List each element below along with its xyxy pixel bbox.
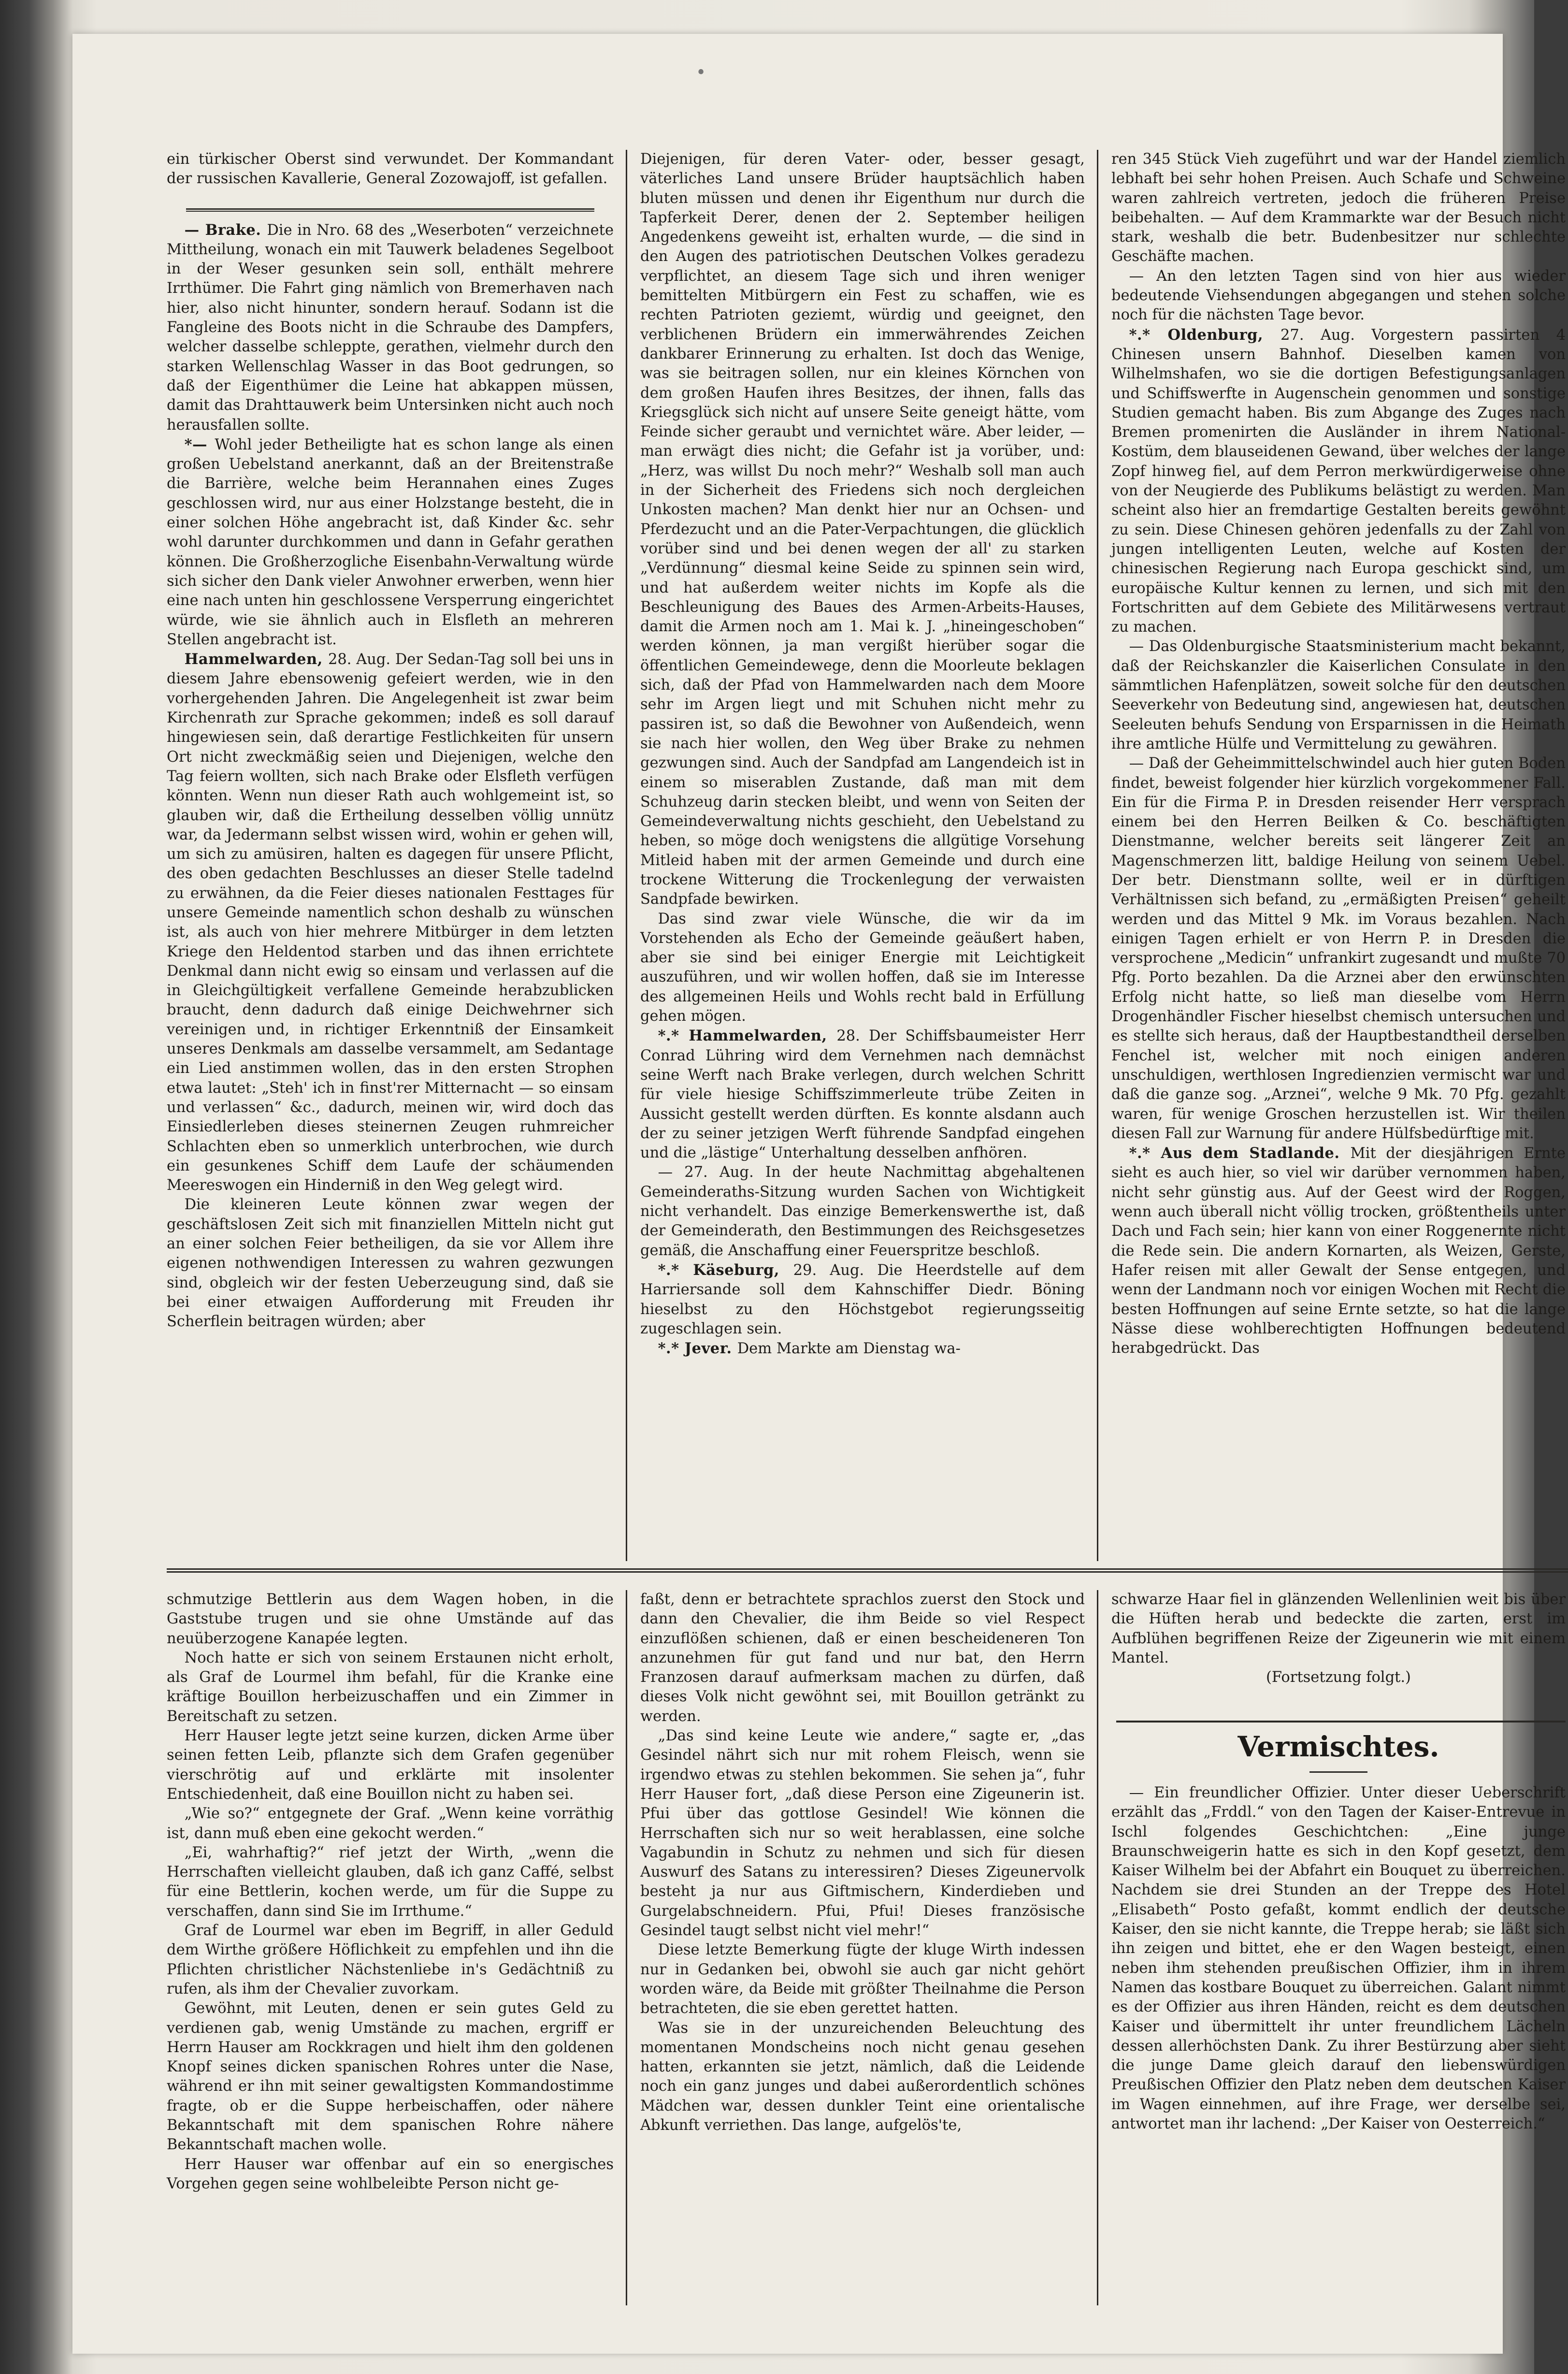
article-paragraph [1111,1783,1566,2134]
article-paragraph [167,2155,614,2194]
column-rule [626,150,627,1561]
article-dateline: *.* Käseburg, [658,1261,793,1279]
column-rule [1097,1590,1098,2305]
article-paragraph [1111,1590,1566,1668]
article-paragraph [1111,150,1566,267]
article-text: ren 345 Stück Vieh zugeführt und war der Handel ziemlich lebhaft bei sehr hohen Preisen. Auch Schafe und Schweine waren zahlreich vertreten, jedoch die früheren Preise beibehalten. — Auf dem Krammarkte war der Besuch nicht stark, weshalb die betr. Budenbesitzer nur schlechte Geschäfte machen. [1111,151,1566,265]
article-paragraph [167,150,614,189]
article-paragraph [167,220,614,435]
article-paragraph [167,1195,614,1332]
article-paragraph [640,1260,1085,1339]
article-text: ein türkischer Oberst sind verwundet. Der Kommandant der russischen Kavallerie, General Zozowajoff, ist gefallen. [167,151,614,188]
article-paragraph [167,1804,614,1843]
article-text: Das sind zwar viele Wünsche, die wir da im Vorstehenden als Echo der Gemeinde geäußert haben, aber sie sind bei einiger Energie mit Leichtigkeit auszuführen, und wir wollen hoffen, daß sie im Interesse des allgemeinen Heils und Wohls recht bald in Erfüllung gehen mögen. [640,910,1085,1025]
top-column-3 [1111,150,1566,1561]
article-paragraph [167,1843,614,1921]
article-separator [186,208,594,212]
article-paragraph [1111,1144,1566,1358]
article-paragraph [640,910,1085,1027]
article-text: — Ein freundlicher Offizier. Unter dieser Ueberschrift erzählt das „Frddl.“ von den Tagen der Kaiser-Entrevue in Ischl folgendes Geschichtchen: „Eine junge Braunschweigerin hatte es sich in den Kopf gesetzt, dem Kaiser Wilhelm bei der Abfahrt ein Bouquet zu überreichen. Nachdem sie drei Stunden an der Treppe des Hotel „Elisabeth“ Posto gefaßt, kommt endlich der deutsche Kaiser, den sie nicht kannte, die Treppe herab; sie läßt sich ihn zeigen und bittet, ehe er den Wagen besteigt, einen neben ihm stehenden preußischen Offizier, ihm in ihrem Namen das kostbare Bouquet zu überreichen. Galant nimmt es der Offizier aus ihren Händen, reicht es dem deutschen Kaiser und übermittelt ihr unter freundlichem Lächeln dessen allerhöchsten Dank. Zu ihrer Bestürzung aber sieht die junge Dame gleich darauf den liebenswürdigen Preußischen Offizier den Platz neben dem deutschen Kaiser im Wagen einnehmen, auf ihre Frage, wer derselbe sei, antwortet man ihr lachend: „Der Kaiser von Oesterreich.“ [1111,1784,1566,2133]
article-dateline: *.* Hammelwarden, [658,1027,837,1045]
article-paragraph [640,1726,1085,1940]
article-text: Dem Markte am Dienstag wa- [737,1340,961,1358]
article-paragraph [167,1921,614,1999]
article-text: Mit der diesjährigen Ernte sieht es auch hier, so viel wir darüber vernommen haben, nicht sehr günstig aus. Auf der Geest wird der Roggen, wenn auch überall nicht völlig trocken, größtentheils unter Dach und Fach sein; hier kann von einer Roggenernte nicht die Rede sein. Die andern Kornarten, als Weizen, Gerste, Hafer reisen mit aller Gewalt der Sense entgegen, und wenn der Landmann noch vor einigen Wochen mit Recht die besten Hoffnungen auf seine Ernte setzte, so hat die lange Nässe diese wohlberechtigten Hoffnungen bedeutend herabgedrückt. Das [1111,1145,1566,1357]
bottom-column-3-miscellany [1111,1783,1566,2325]
section-heading: Vermischtes. [1237,1730,1439,1763]
article-text: Die in Nro. 68 des „Weserboten“ verzeichnete Mittheilung, wonach ein mit Tauwerk beladenes Segelboot in der Weser gesunken sein soll, enthält mehrere Irrthümer. Die Fahrt ging nämlich von Bremerhaven nach hier, also nicht hinunter, sondern herauf. Sodann ist die Fangleine des Boots nicht in die Schraube des Dampfers, welcher dasselbe schleppte, gerathen, vielmehr durch den starken Wellenschlag Wasser in das Boot gedrungen, so daß der Eigenthümer die Leine hat abkappen müssen, damit das Drahttauwerk beim Untersinken nicht auch noch herausfallen sollte. [167,221,614,434]
article-paragraph [1111,754,1566,1144]
article-text: Noch hatte er sich von seinem Erstaunen nicht erholt, als Graf de Lourmel ihm befahl, für die Kranke eine kräftige Bouillon herbeizuschaffen und ein Zimmer in Bereitschaft zu setzen. [167,1649,614,1725]
top-column-2 [640,150,1085,1561]
article-paragraph [167,1649,614,1726]
article-text: „Wie so?“ entgegnete der Graf. „Wenn keine vorräthig ist, dann muß eben eine gekocht werden.“ [167,1805,614,1842]
column-rule [1097,150,1098,1561]
article-text: 27. Aug. Vorgestern passirten 4 Chinesen unsern Bahnhof. Dieselben kamen von Wilhelmshafen, wo sie die dortigen Befestigungsanlagen und Schiffswerfte in Augenschein genommen und sonstige Studien gemacht haben. Bis zum Abgange des Zuges nach Bremen promenirten die Ausländer in ihrem National-Kostüm, dem blauseidenen Gewand, über welches der lange Zopf hinweg fiel, auf dem Perron merkwürdigerweise ohne von der Neugierde des Publikums belästigt zu werden. Man scheint also hier an fremdartige Gestalten bereits gewöhnt zu sein. Diese Chinesen gehören jedenfalls zu der Zahl von jungen intelligenten Leuten, welche auf Kosten der chinesischen Regierung nach Europa geschickt sind, um europäische Kultur kennen zu lernen, und sich mit den Fortschritten auf dem Gebiete des Militärwesens vertraut zu machen. [1111,326,1566,636]
column-rule [626,1590,627,2305]
article-paragraph [640,1590,1085,1726]
article-text: schwarze Haar fiel in glänzenden Wellenlinien weit bis über die Hüften herab und bedeckte die zarten, erst im Aufblühen begriffenen Reize der Zigeunerin wie mit einem Mantel. [1111,1591,1566,1666]
article-text: schmutzige Bettlerin aus dem Wagen hoben, in die Gaststube trugen und sie ohne Umstände auf das neuüberzogene Kanapée legten. [167,1591,614,1647]
article-text: (Fortsetzung folgt.) [1266,1669,1411,1686]
article-dateline: *.* Aus dem Stadlande. [1129,1144,1351,1162]
article-text: — Daß der Geheimmittelschwindel auch hier guten Boden findet, beweist folgender hier kürzlich vorgekommener Fall. Ein für die Firma P. in Dresden reisender Herr versprach einem bei den Herren Beilken & Co. beschäftigten Dienstmanne, welcher bereits seit längerer Zeit an Magenschmerzen litt, baldige Heilung von seinem Uebel. Der betr. Dienstmann sollte, weil er in dürftigen Verhältnissen sich befand, zu „ermäßigten Preisen“ geheilt werden und das Mittel 9 Mk. im Voraus bezahlen. Nach einigen Tagen erhielt er von Herrn P. in Dresden die versprochene „Medicin“ unfrankirt zugesandt und mußte 70 Pfg. Porto bezahlen. Da die Arznei aber den erwünschten Erfolg nicht hatte, so ließ man dieselbe vom Herrn Drogenhändler Fischer hieselbst chemisch untersuchen und es stellte sich heraus, daß der Hauptbestandtheil derselben Fenchel ist, welcher mit noch einigen anderen unschuldigen, werthlosen Ingredienzien vermischt war und daß die ganze sog. „Arznei“, welche 9 Mk. 70 Pfg. gezahlt waren, für wenige Groschen herzustellen ist. Wir theilen diesen Fall zur Warnung für andere Hülfsbedürftige mit. [1111,755,1566,1142]
article-paragraph [640,150,1085,910]
article-text: faßt, denn er betrachtete sprachlos zuerst den Stock und dann den Chevalier, die ihm Beide so viel Respect einzuflößen schienen, daß er einen bescheideneren Ton anzunehmen für gut fand und nur bat, den Herrn Franzosen darauf aufmerksam machen zu dürfen, daß dieses Volk nicht gewöhnt sei, mit Bouillon getränkt zu werden. [640,1591,1085,1725]
article-paragraph [1111,325,1566,637]
article-text: Gewöhnt, mit Leuten, denen er sein gutes Geld zu verdienen gab, wenig Umstände zu machen, ergriff er Herrn Hauser am Rockkragen und hielt ihm den goldenen Knopf seines dicken spanischen Rohres unter die Nase, während er ihn mit seiner gewaltigsten Kommandostimme fragte, ob er die Suppe herbeischaffen, oder nähere Bekanntschaft mit dem spanischen Rohre nähere Bekanntschaft machen wolle. [167,2000,614,2154]
bottom-column-3 [1111,1590,1566,1716]
article-paragraph [640,1163,1085,1260]
article-paragraph [640,1940,1085,2018]
article-text: Was sie in der unzureichenden Beleuchtung des momentanen Mondscheins noch nicht genau gesehen hatten, erkannten sie jetzt, nämlich, daß die Leidende noch ein ganz junges und dabei außerordentlich schönes Mädchen war, dessen dunkler Teint eine orientalische Abkunft verriethen. Das lange, aufgelös'te, [640,2019,1085,2134]
article-paragraph [640,2019,1085,2136]
feuilleton-divider [1116,1721,1566,1723]
article-paragraph [1111,637,1566,754]
article-text: — 27. Aug. In der heute Nachmittag abgehaltenen Gemeinderaths-Sitzung wurden Sachen von Wichtigkeit nicht verhandelt. Das einzige Bemerkenswerthe ist, daß der Gemeinderath, den Bestimmungen des Reichsgesetzes gemäß, die Anschaffung einer Feuerspritze beschloß. [640,1164,1085,1259]
article-text: „Ei, wahrhaftig?“ rief jetzt der Wirth, „wenn die Herrschaften vielleicht glauben, daß ich ganz Caffé, selbst für eine Bettlerin, kochen werde, um für die Suppe zu verschaffen, dann sind Sie im Irrthume.“ [167,1844,614,1920]
article-paragraph [640,1026,1085,1163]
article-dateline: *— [184,435,215,453]
article-text: Diejenigen, für deren Vater- oder, besser gesagt, väterliches Land unsere Brüder hauptsächlich haben bluten müssen und denen ihr Eigenthum nur durch die Tapferkeit Derer, denen der 2. September heiligen Angedenkens geweiht ist, erhalten wurde, — die sind in den Augen des patriotischen Deutschen Volkes geradezu verpflichtet, an diesem Tage sich und ihren weniger bemittelten Mitbürgern ein Fest zu schaffen, wie es rechten Patrioten geziemt, würdig und geeignet, den verblichenen Brüdern ein immerwährendes Zeichen dankbarer Erinnerung zu erhalten. Ist doch das Wenige, was sie beitragen sollen, nur ein kleines Körnchen von dem großen Haufen ihres Besitzes, der ihnen, falls das Kriegsglück sich nicht auf unsere Seite geneigt hätte, vom Feinde sicher geraubt und vernichtet wäre. Aber leider, — man erwägt dies nicht; die Gefahr ist ja vorüber, und: „Herz, was willst Du noch mehr?“ Weshalb soll man auch in der Sicherheit des Friedens sich noch dergleichen Unkosten machen? Man denkt hier nur an Ochsen- und Pferdezucht und an die Pater-Verpachtungen, die glücklich vorüber sind und bei denen wegen der all' zu starken „Verdünnung“ diesmal keine Seide zu spinnen sein wird, und hat außerdem weiter nichts im Kopfe als die Beschleunigung des Baues des Armen-Arbeits-Hauses, damit die Armen noch am 1. Mai k. J. „hineingeschoben“ werden können, ja man vergißt hierüber sogar die öffentlichen Gemeindewege, denn die Moorleute beklagen sich, daß der Pfad von Hammelwarden nach dem Moore sehr im Argen liegt und mit Schuhen nicht mehr zu passiren ist, so daß die Bewohner von Außendeich, wenn sie nach hier wollen, den Weg über Brake zu nehmen gezwungen sind. Auch der Sandpfad am Langendeich ist in einem so miserablen Zustande, daß man mit dem Schuhzeug darin stecken bleibt, und wenn von Seiten der Gemeindeverwaltung nichts geschieht, den Uebelstand zu heben, so möge doch wenigstens die allgütige Vorsehung Mitleid haben mit der armen Gemeinde und durch eine trockene Witterung die Trockenlegung der verwaisten Sandpfade bewirken. [640,151,1085,908]
article-paragraph [640,1339,1085,1359]
article-text: Graf de Lourmel war eben im Begriff, in aller Geduld dem Wirthe größere Höflichkeit zu empfehlen und ihn die Pflichten christlicher Nächstenliebe in's Gedächtniß zu rufen, als ihm der Chevalier zuvorkam. [167,1922,614,1998]
article-dateline: — Brake. [184,221,267,239]
article-text: 29. Aug. Die Heerdstelle auf dem Harriersande soll dem Kahnschiffer Diedr. Böning hieselbst zu den Höchstgebot regierungsseitig zugeschlagen sein. [640,1261,1085,1337]
article-paragraph [167,650,614,1195]
bottom-column-1 [167,1590,614,2330]
newspaper-page [72,34,1566,2354]
article-text: — Das Oldenburgische Staatsministerium macht bekannt, daß der Reichskanzler die Kaiserlichen Consulate in den sämmtlichen Hafenplätzen, soweit solche für den deutschen Seeverkehr von Bedeutung sind, angewiesen hat, deutschen Seeleuten behufs Sendung von Ersparnissen in die Heimath ihre amtliche Hülfe und Vermittelung zu gewähren. [1111,638,1566,753]
article-text: 28. Aug. Der Sedan-Tag soll bei uns in diesem Jahre ebensowenig gefeiert werden, wie in den vorhergehenden Jahren. Die Angelegenheit ist zwar beim Kirchenrath zur Sprache gekommen; indeß es soll darauf hingewiesen sein, daß derartige Festlichkeiten für unsern Ort nicht zweckmäßig seien und Diejenigen, welche den Tag feiern wollten, sich nach Brake oder Elsfleth verfügen könnten. Wenn nun dieser Rath auch wohlgemeint ist, so glauben wir, daß die Ertheilung desselben völlig unnütz war, da Jedermann selbst wissen wird, wohin er gehen will, um sich zu amüsiren, halten es dagegen für unsere Pflicht, des oben gedachten Beschlusses an dieser Stelle tadelnd zu erwähnen, da die Feier dieses nationalen Festtages für unsere Gemeinde namentlich schon deshalb zu wünschen ist, als auch von hier mehrere Mitbürger in dem letzten Kriege den Heldentod starben und das ihnen errichtete Denkmal dann nicht ewig so einsam und verlassen auf die in Gleichgültigkeit verfallene Gemeinde herabzublicken braucht, denn dadurch daß einige Deichwehrner sich vereinigen und, in richtiger Erkenntniß der Einsamkeit unseres Denkmals am dasselbe versammelt, am Sedantage ein Lied anstimmen wollen, das in den ersten Strophen etwa lautet: „Steh' ich in finst'rer Mitternacht — so einsam und verlassen“ &c., dadurch, meinen wir, wird doch das Einsiedlerleben dieses steinernen Zeugen ruhmreicher Schlachten eben so unmerklich unterbrochen, wie durch ein gesunkenes Schiff dem Laufe der schäumenden Meereswogen ein Hinderniß in den Weg gelegt wird. [167,651,614,1194]
article-text: Die kleineren Leute können zwar wegen der geschäftslosen Zeit sich mit finanziellen Mitteln nicht gut an einer solchen Feier betheiligen, da sie vor Allem ihre eigenen nothwendigen Interessen zu wahren gezwungen sind, obgleich wir der festen Ueberzeugung sind, daß sie bei einer etwaigen Aufforderung mit Freuden ihr Scherflein beitragen würden; aber [167,1196,614,1331]
article-text: Herr Hauser legte jetzt seine kurzen, dicken Arme über seinen fetten Leib, pflanzte sich dem Grafen gegenüber vierschrötig auf und erklärte mit insolenter Entschiedenheit, daß eine Bouillon nicht zu haben sei. [167,1727,614,1803]
section-divider [167,1568,1568,1573]
article-text: Diese letzte Bemerkung fügte der kluge Wirth indessen nur in Gedanken bei, obwohl sie auch gar nicht gehört worden wäre, da Beide mit größter Theilnahme die Person betrachteten, die sie eben gerettet hatten. [640,1941,1085,2017]
article-text: 28. Der Schiffsbaumeister Herr Conrad Lühring wird dem Vernehmen nach demnächst seine Werft nach Brake verlegen, durch welchen Schritt für viele hiesige Schiffszimmerleute trübe Zeiten in Aussicht gestellt werden dürften. Es konnte alsdann auch der zu seiner jetzigen Werft führende Sandpfad eingehen und die „lästige“ Unterhaltung desselben anfhören. [640,1028,1085,1162]
article-paragraph [167,1999,614,2155]
heading-underline [1309,1771,1367,1773]
bottom-column-2 [640,1590,1085,2330]
article-paragraph [167,1590,614,1649]
article-dateline: *.* Jever. [658,1340,737,1358]
article-text: „Das sind keine Leute wie andere,“ sagte er, „das Gesindel nährt sich nur mit rohem Fleisch, wenn sie irgendwo etwas zu stehlen bekommen. Sie sehen ja“, fuhr Herr Hauser fort, „daß diese Person eine Zigeunerin ist. Pfui über das gottlose Gesindel! Wie können die Herrschaften sich nur so weit herablassen, eine solche Vagabundin in Schutz zu nehmen und sich für diesen Auswurf des Satans zu interessiren? Dieses Zigeunervolk besteht ja nur aus Giftmischern, Kinderdieben und Gurgelabschneidern. Pfui, Pfui! Dieses französische Gesindel taugt selbst nicht viel mehr!“ [640,1727,1085,1940]
top-column-1 [167,150,614,1561]
article-paragraph [167,1726,614,1804]
article-paragraph [1111,1668,1566,1687]
article-dateline: Hammelwarden, [184,651,328,668]
article-dateline: *.* Oldenburg, [1129,326,1281,344]
article-paragraph [1111,267,1566,325]
article-text: Herr Hauser war offenbar auf ein so energisches Vorgehen gegen seine wohlbeleibte Person nicht ge- [167,2156,614,2192]
article-paragraph [167,435,614,650]
article-text: — An den letzten Tagen sind von hier aus wieder bedeutende Viehsendungen abgegangen und stehen solche noch für die nächsten Tage bevor. [1111,267,1566,324]
ink-smudge: • [696,63,706,83]
article-text: Wohl jeder Betheiligte hat es schon lange als einen großen Uebelstand anerkannt, daß an der Breitenstraße die Barrière, welche beim Herannahen eines Zuges geschlossen wird, nur aus einer Holzstange besteht, die in einer solchen Höhe angebracht ist, daß Kinder &c. sehr wohl darunter durchkommen und dann in Gefahr gerathen können. Die Großherzogliche Eisenbahn-Verwaltung würde sich sicher den Dank vieler Anwohner erwerben, wenn hier eine nach unten hin geschlossene Versperrung eingerichtet würde, wie sie ähnlich auch in Elsfleth an mehreren Stellen angebracht ist. [167,436,614,648]
